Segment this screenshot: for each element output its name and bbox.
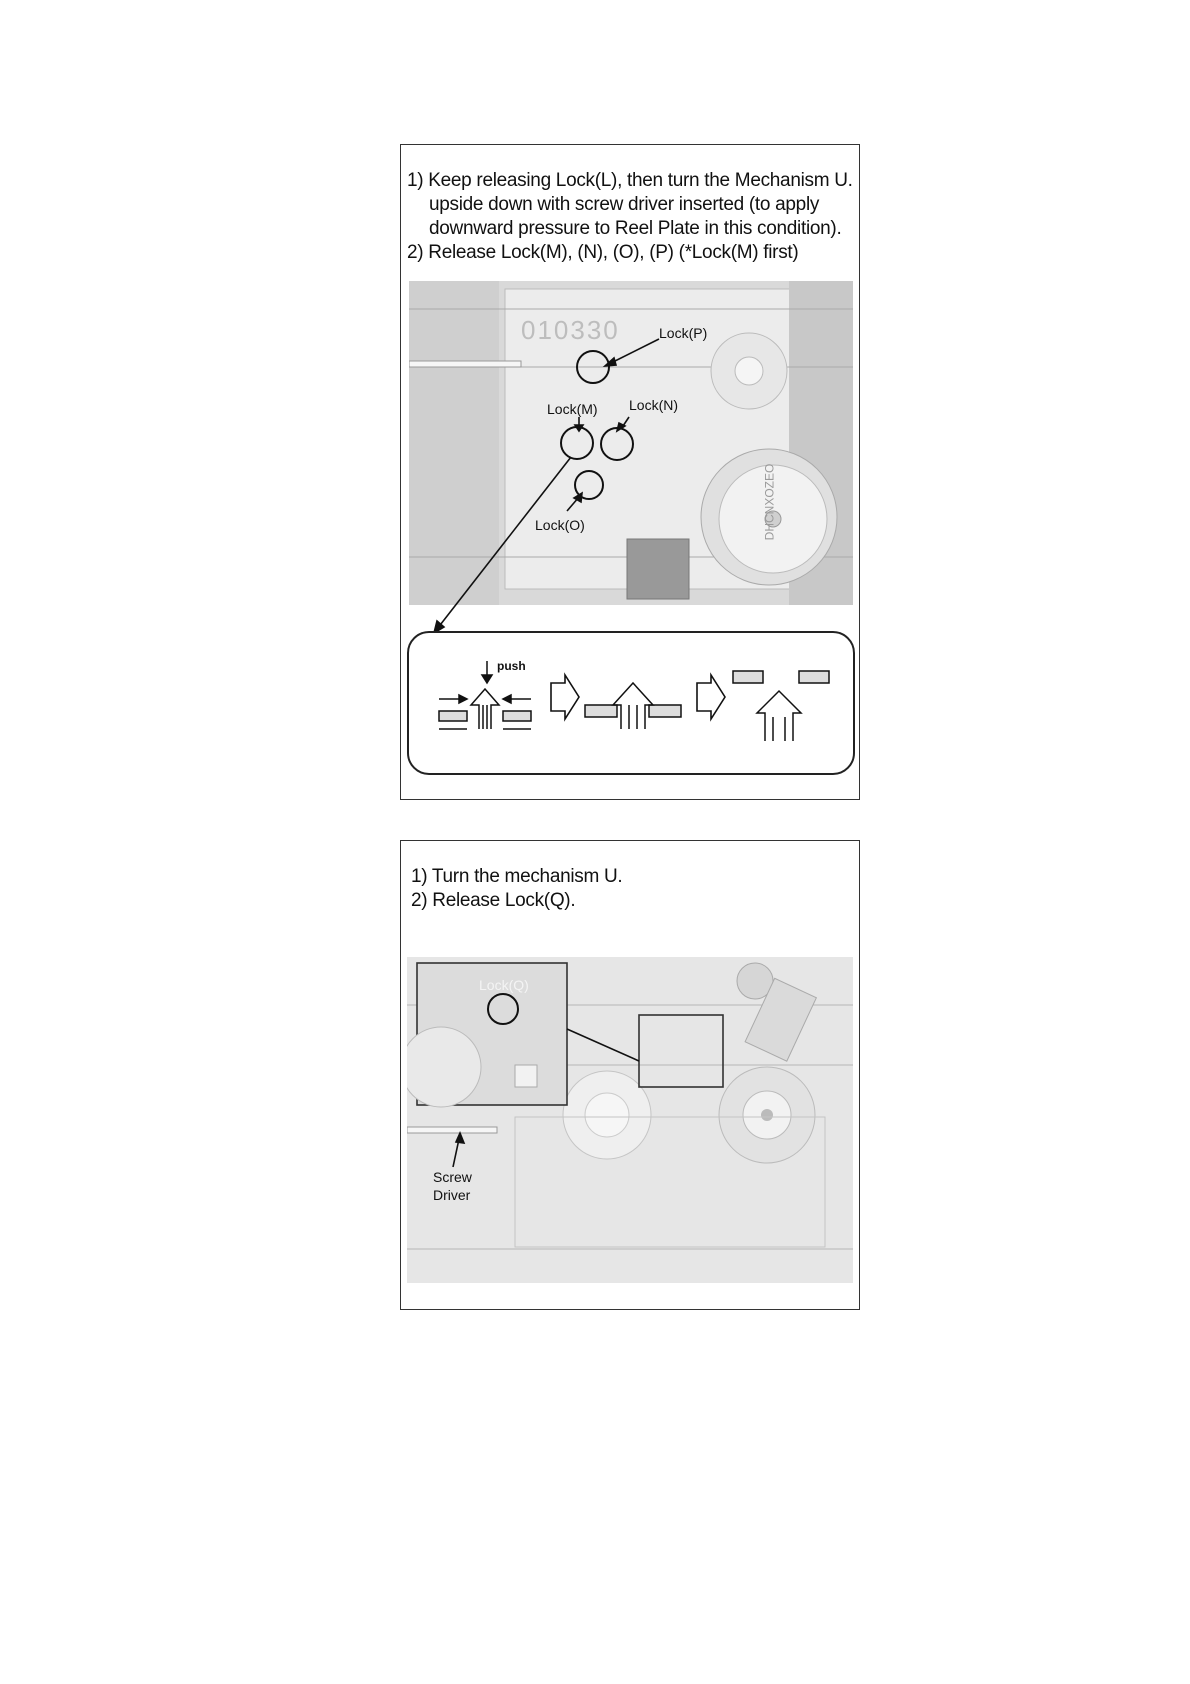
lock-n-label: Lock(N) xyxy=(629,397,679,413)
step-2-line: 2) Release Lock(Q). xyxy=(411,890,576,911)
lock-p-label: Lock(P) xyxy=(659,325,708,341)
step-1-line-2: upside down with screw driver inserted (to apply xyxy=(429,194,820,215)
instruction-panel-2 xyxy=(400,840,860,1310)
step-2-line: 2) Release Lock(M), (N), (O), (P) (*Lock(M) first) xyxy=(407,242,799,263)
lock-m-label: Lock(M) xyxy=(547,401,598,417)
instruction-panel-1 xyxy=(400,144,860,800)
screw-driver-label-line-2: Driver xyxy=(433,1187,471,1203)
step-1-line: 1) Turn the mechanism U. xyxy=(411,866,623,887)
release-sequence-diagram xyxy=(407,631,855,775)
photo-stamp: 010330 xyxy=(521,315,620,345)
lock-o-label: Lock(O) xyxy=(535,517,585,533)
mechanism-photo-top xyxy=(407,957,853,1283)
mechanism-top-illustration xyxy=(407,957,853,1283)
step-1-line-1: 1) Keep releasing Lock(L), then turn the Mechanism U. xyxy=(407,170,853,191)
step-1-line-3: downward pressure to Reel Plate in this condition). xyxy=(429,218,842,239)
screw-driver-label-line-1: Screw xyxy=(433,1169,472,1185)
lock-q-label: Lock(Q) xyxy=(479,977,529,993)
part-marking: DHCNXOZEO xyxy=(762,463,777,541)
push-label: push xyxy=(497,659,526,673)
release-sequence-illustration xyxy=(409,633,857,777)
